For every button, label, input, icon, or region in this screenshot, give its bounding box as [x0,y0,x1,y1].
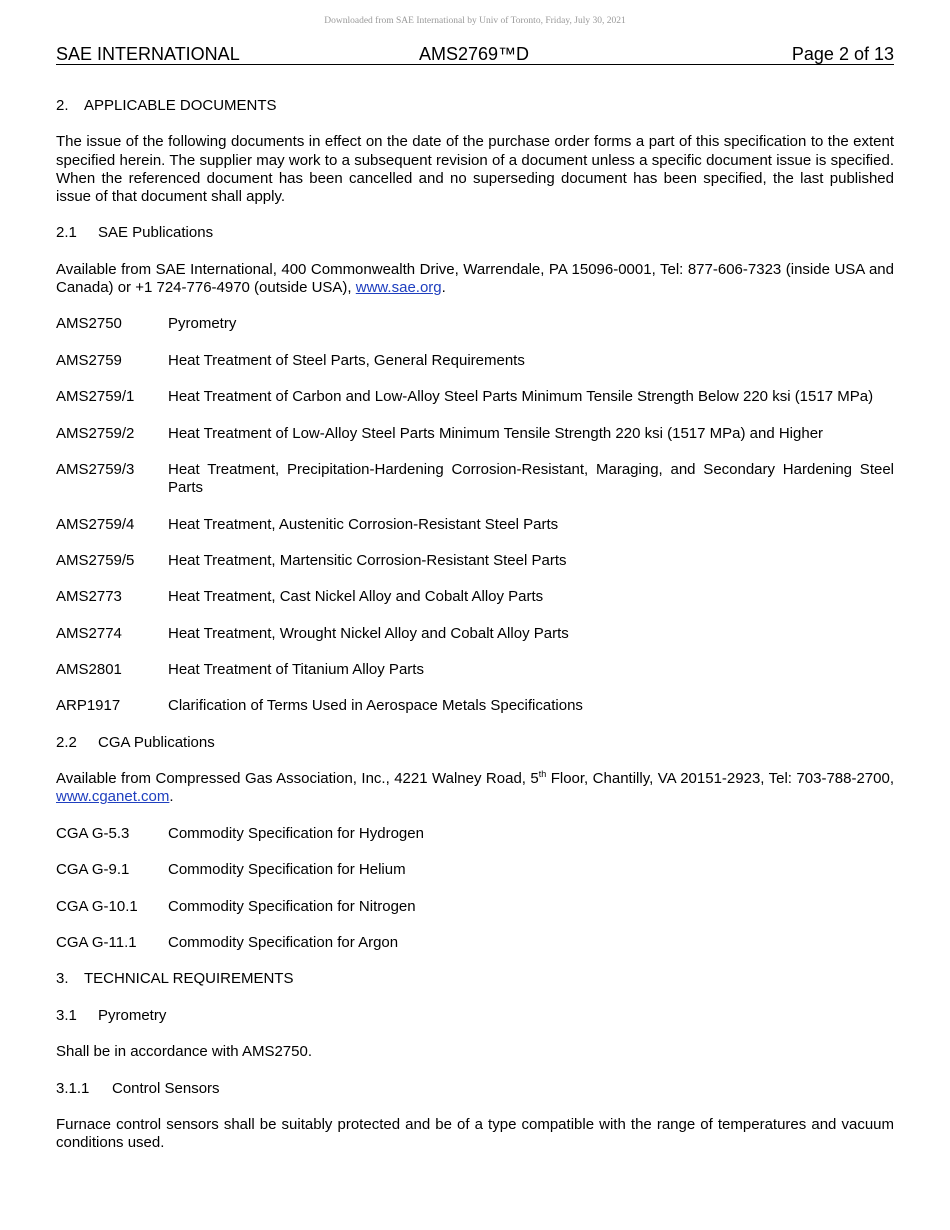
section-title: Pyrometry [98,1006,167,1024]
reference-code: CGA G-10.1 [56,897,138,915]
reference-code: AMS2773 [56,588,122,606]
section-2-paragraph: The issue of the following documents in effect on the date of the purchase order forms a part of this specification to the extent specified herein. The supplier may work to a subsequent revision of a document unless a specific document issue is specified. When the referenced document has been cancelled and no superseding document has been specified, the last published issue of that document shall apply. [56,133,894,205]
reference-entry [56,352,894,370]
reference-entry [56,461,894,497]
reference-entry [56,661,894,679]
period: . [441,278,446,296]
reference-entry [56,861,894,879]
section-2-1-heading [56,224,894,242]
reference-code: AMS2759/1 [56,388,135,406]
section-2-heading [56,97,894,115]
header-organization: SAE INTERNATIONAL [56,44,240,64]
cga-website-link[interactable]: www.cganet.com [56,788,170,806]
section-title: CGA Publications [98,733,215,751]
period: . [169,788,174,806]
reference-title: Heat Treatment of Steel Parts, General Requirements [168,351,525,369]
availability-text-b: Floor, Chantilly, VA 20151-2923, Tel: 703-788-2700, [546,770,894,788]
header-page-number: Page 2 of 13 [791,44,894,64]
reference-title: Commodity Specification for Hydrogen [168,824,424,842]
reference-code: AMS2759/3 [56,460,135,478]
reference-code: AMS2759 [56,351,122,369]
reference-entry [56,388,894,406]
section-title: APPLICABLE DOCUMENTS [84,97,277,114]
reference-entry [56,315,894,333]
availability-text-a: Available from Compressed Gas Association, Inc., 4221 Walney Road, 5 [56,770,539,788]
sae-website-link[interactable]: www.sae.org [355,278,442,296]
reference-code: ARP1917 [56,697,121,715]
cga-availability-paragraph [56,770,894,806]
reference-entry [56,898,894,916]
reference-entry [56,588,894,606]
reference-code: AMS2759/4 [56,515,135,533]
section-2-2-heading [56,734,894,752]
reference-title: Commodity Specification for Argon [168,934,399,952]
section-title: SAE Publications [98,224,214,242]
reference-code: CGA G-5.3 [56,824,130,842]
reference-entry [56,625,894,643]
reference-title: Heat Treatment of Carbon and Low-Alloy Steel Parts Minimum Tensile Strength Below 220 ksi (1517 MPa) [168,388,874,406]
reference-title: Heat Treatment of Titanium Alloy Parts [168,661,424,679]
section-3-1-1-paragraph: Furnace control sensors shall be suitably protected and be of a type compatible with the range of temperatures and vacuum conditions used. [56,1115,894,1152]
reference-title: Clarification of Terms Used in Aerospace Metals Specifications [168,697,583,715]
reference-entry [56,934,894,952]
section-number: 2. [56,97,69,114]
reference-entry [56,697,894,715]
download-watermark: Downloaded from SAE International by Univ of Toronto, Friday, July 30, 2021 [324,16,626,26]
page-header [56,44,894,65]
reference-entry [56,825,894,843]
reference-title: Heat Treatment of Low-Alloy Steel Parts Minimum Tensile Strength 220 ksi (1517 MPa) and Higher [168,424,824,442]
superscript-th: th [538,769,547,780]
section-title: TECHNICAL REQUIREMENTS [84,970,294,988]
cga-reference-list [56,825,894,952]
section-3-1-paragraph: Shall be in accordance with AMS2750. [56,1043,312,1061]
reference-title: Heat Treatment, Precipitation-Hardening Corrosion-Resistant, Maraging, and Secondary Hardening Steel Parts [168,460,894,497]
reference-entry [56,425,894,443]
reference-code: CGA G-11.1 [56,934,137,952]
section-number: 3. [56,970,69,988]
section-3-heading [56,970,894,988]
header-document-number: AMS2769™D [419,44,530,64]
reference-title: Heat Treatment, Martensitic Corrosion-Resistant Steel Parts [168,551,567,569]
reference-title: Heat Treatment, Cast Nickel Alloy and Cobalt Alloy Parts [168,588,544,606]
reference-title: Pyrometry [168,315,237,333]
section-number: 3.1 [56,1006,77,1024]
section-number: 2.2 [56,733,77,751]
reference-code: AMS2750 [56,315,122,333]
sae-availability-paragraph [56,261,894,297]
section-number: 3.1.1 [56,1079,90,1097]
reference-code: AMS2774 [56,624,122,642]
section-number: 2.1 [56,224,77,242]
reference-entry [56,552,894,570]
reference-title: Heat Treatment, Austenitic Corrosion-Resistant Steel Parts [168,515,559,533]
reference-title: Commodity Specification for Helium [168,861,406,879]
section-3-1-1-heading [56,1080,894,1098]
section-3-1-heading [56,1007,894,1025]
document-body [56,97,894,1171]
reference-code: AMS2801 [56,661,122,679]
reference-code: AMS2759/5 [56,551,135,569]
availability-text: Available from SAE International, 400 Commonwealth Drive, Warrendale, PA 15096-0001, Tel: 877-606-7323 (inside USA and Canada) or +1 724-776-4970 (outside USA), [56,260,894,296]
sae-reference-list [56,315,894,715]
reference-title: Heat Treatment, Wrought Nickel Alloy and Cobalt Alloy Parts [168,624,569,642]
reference-entry [56,516,894,534]
reference-code: CGA G-9.1 [56,861,130,879]
reference-code: AMS2759/2 [56,424,135,442]
section-title: Control Sensors [112,1079,220,1097]
reference-title: Commodity Specification for Nitrogen [168,897,416,915]
